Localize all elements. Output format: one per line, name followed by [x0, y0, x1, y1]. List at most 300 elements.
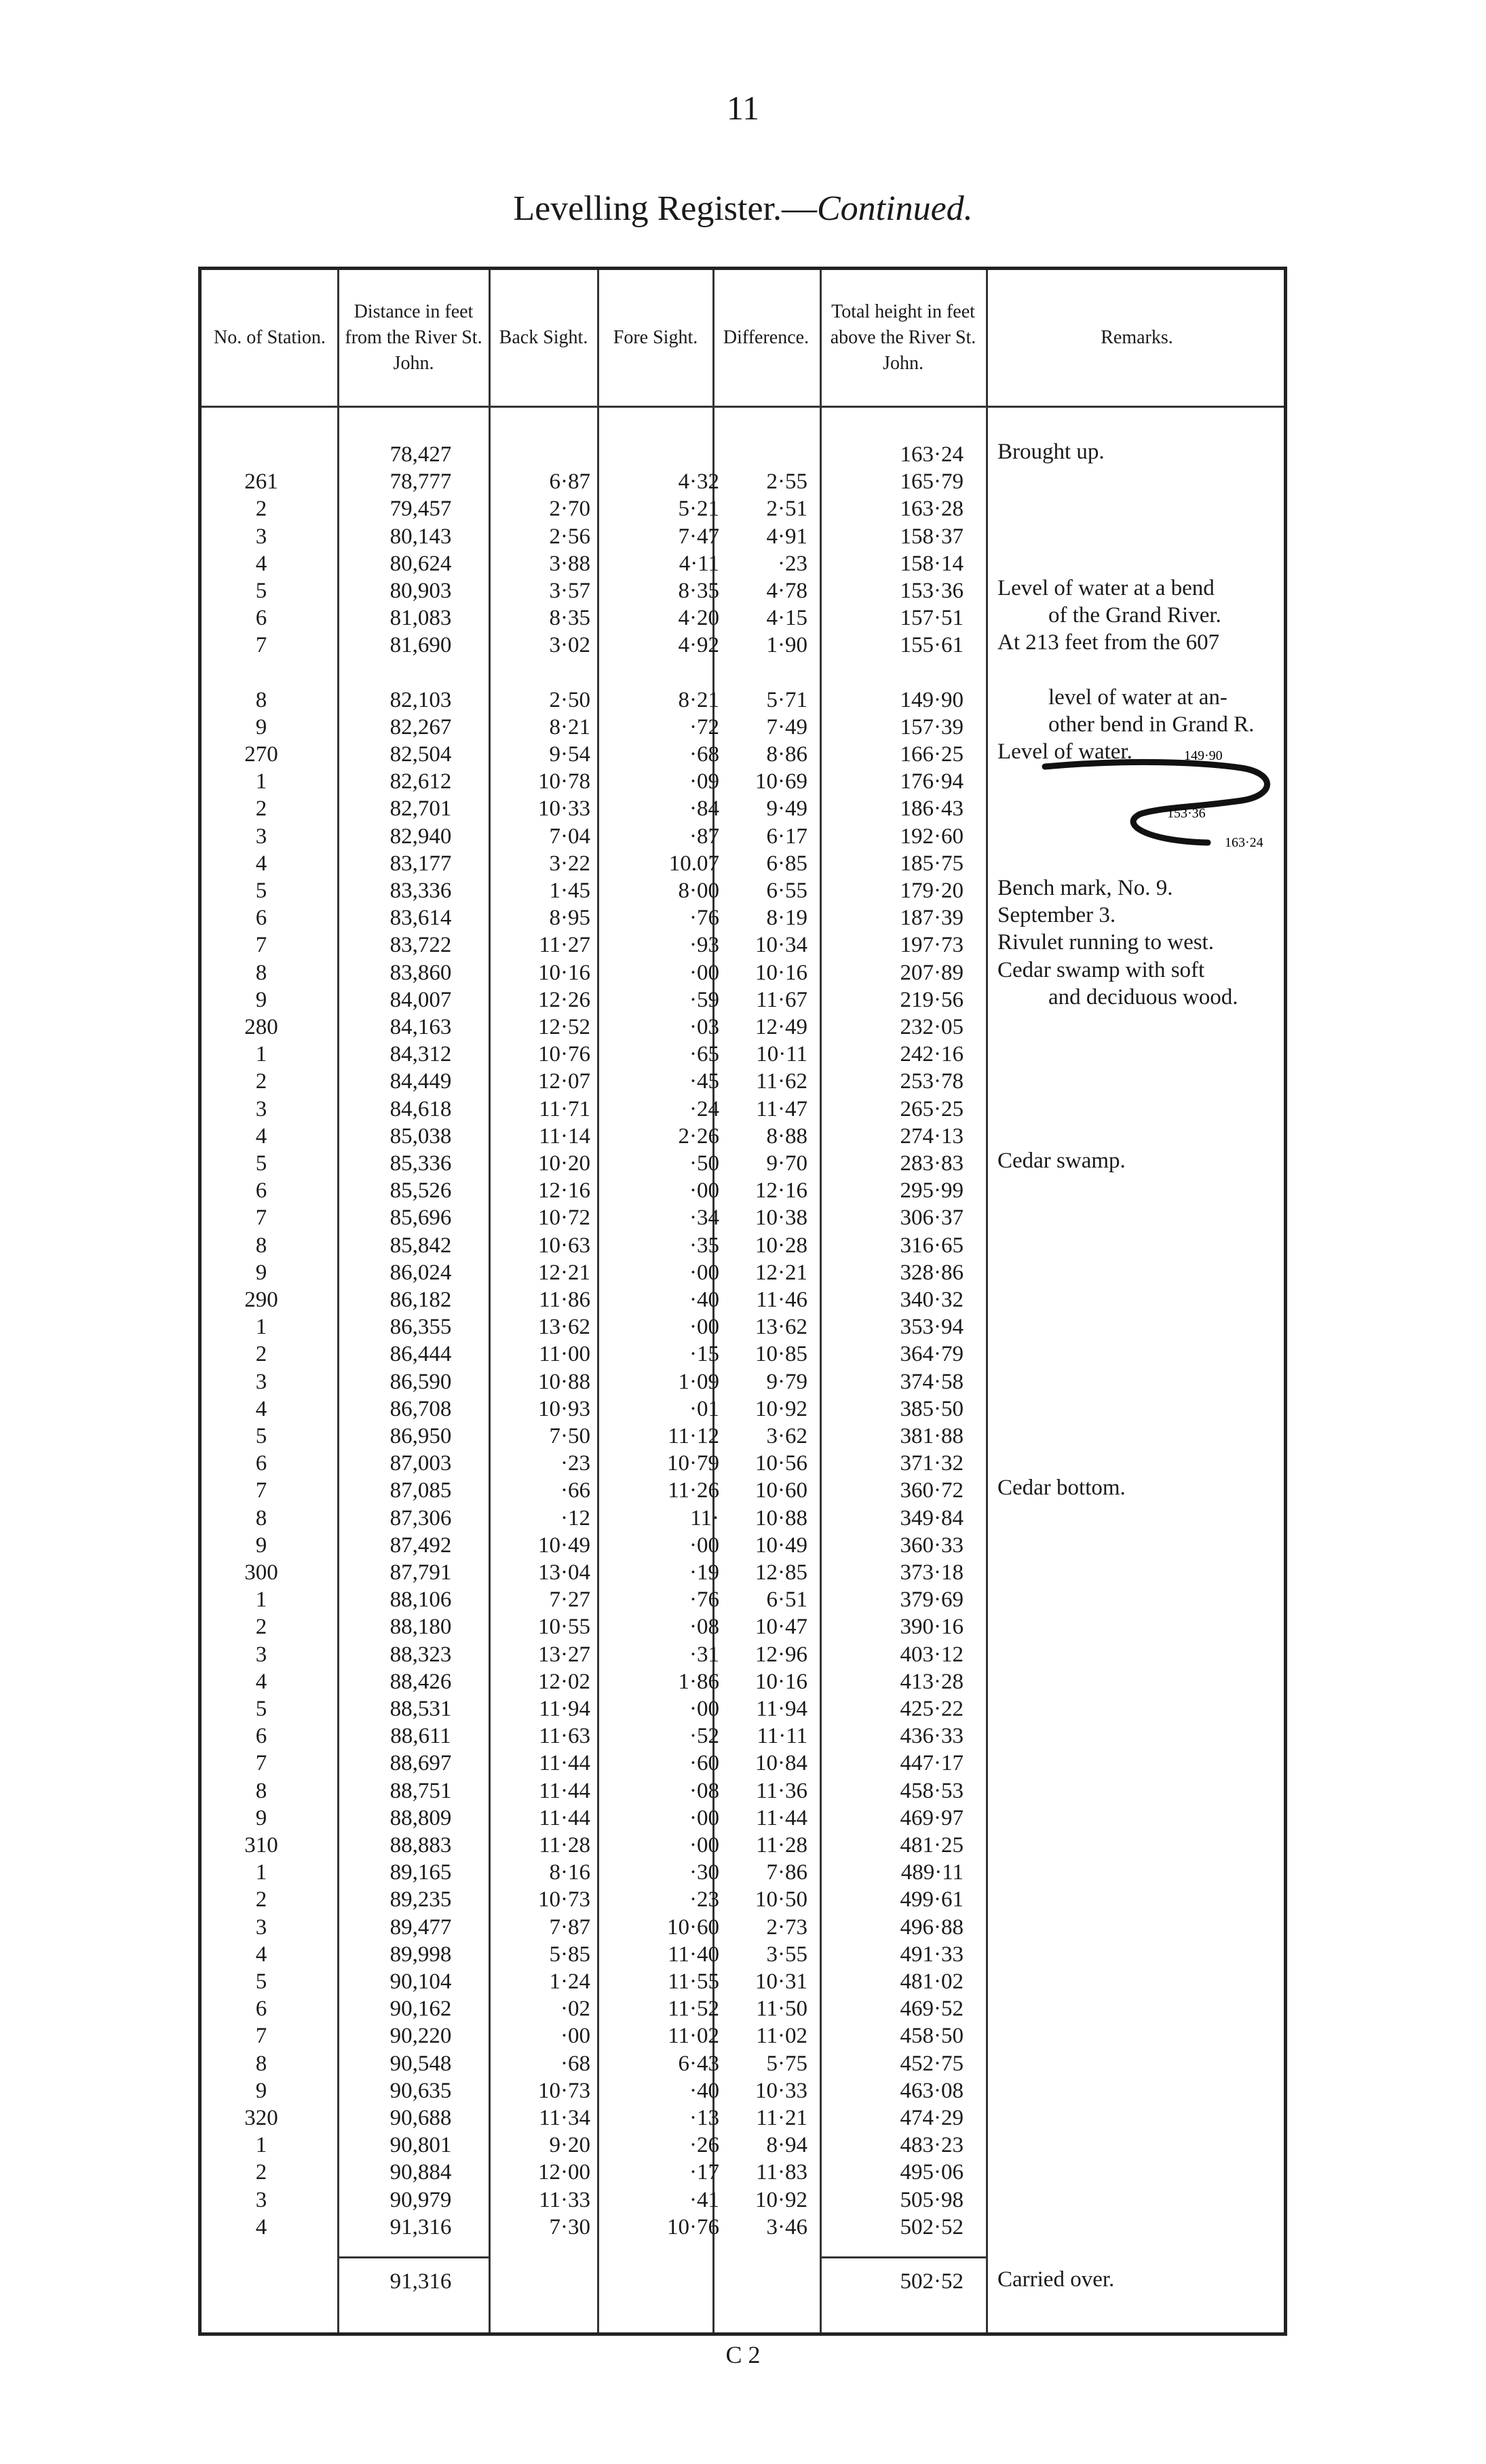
- row-dist: 88,426: [389, 1669, 452, 1694]
- row-diff: 12·85: [755, 1560, 807, 1585]
- row-total: 371·32: [900, 1451, 964, 1476]
- row-back: 9·20: [549, 2133, 590, 2158]
- row-diff: 10·11: [756, 1042, 807, 1067]
- row-dist: 84,618: [389, 1096, 452, 1121]
- sketch-label: 149·90: [1184, 748, 1223, 763]
- row-dist: 88,697: [389, 1751, 452, 1776]
- row-diff: 10·69: [755, 769, 807, 794]
- row-total: 306·37: [900, 1206, 964, 1231]
- row-back: 10·93: [538, 1396, 590, 1421]
- row-back: 11·00: [539, 1342, 590, 1367]
- row-total: 353·94: [900, 1315, 964, 1340]
- header-total: Total height in feet above the River St. John.: [830, 301, 976, 374]
- row-no: 4: [255, 551, 267, 576]
- row-dist: 87,085: [389, 1478, 452, 1503]
- row-fore: 8·21: [678, 687, 719, 712]
- row-back: 10·73: [538, 2078, 590, 2103]
- row-diff: 2·73: [766, 1914, 807, 1940]
- row-fore: ·40: [689, 1288, 719, 1312]
- row-fore: ·76: [689, 906, 719, 931]
- row-dist: 90,979: [389, 2187, 452, 2212]
- row-diff: 13·62: [755, 1315, 807, 1340]
- row-dist: 87,791: [389, 1560, 452, 1585]
- row-no: 5: [255, 1697, 267, 1721]
- row-diff: 8·86: [766, 742, 807, 767]
- row-fore: 8·00: [678, 879, 719, 903]
- row-total: 157·39: [900, 714, 964, 739]
- row-back: 5·85: [549, 1942, 590, 1967]
- row-no: 3: [255, 1914, 267, 1940]
- row-dist: 87,306: [389, 1505, 452, 1531]
- row-back: 3·57: [549, 579, 590, 603]
- row-total: 502·52: [900, 2214, 964, 2239]
- row-no: 270: [244, 742, 278, 767]
- row-dist: 88,106: [389, 1587, 452, 1613]
- sketch-label: 163·24: [1225, 835, 1263, 850]
- row-back: 8·35: [549, 606, 590, 631]
- row-dist: 83,614: [389, 906, 452, 931]
- row-fore: ·09: [689, 769, 719, 794]
- row-fore: 4·20: [678, 606, 719, 631]
- row-dist: 82,504: [389, 742, 452, 767]
- row-total: 491·33: [900, 1942, 964, 1967]
- row-fore: 4·92: [678, 633, 719, 658]
- row-dist: 88,883: [389, 1833, 452, 1857]
- row-diff: 6·51: [766, 1587, 807, 1613]
- title-continued: Continued.: [817, 189, 973, 228]
- row-diff: 11·46: [756, 1288, 807, 1312]
- row-back: ·12: [560, 1505, 590, 1531]
- row-total: 316·65: [900, 1233, 964, 1258]
- row-total: 381·88: [900, 1424, 964, 1448]
- row-diff: 11·47: [756, 1096, 807, 1121]
- row-back: 11·33: [539, 2187, 590, 2212]
- remark-text: Brought up.: [997, 440, 1105, 464]
- row-fore: ·03: [689, 1015, 719, 1039]
- row-diff: 10·28: [755, 1233, 807, 1258]
- row-fore: ·60: [689, 1751, 719, 1776]
- row-dist: 90,884: [389, 2160, 452, 2185]
- row-no: 320: [244, 2106, 278, 2130]
- page-title: [0, 189, 1486, 229]
- row-dist: 88,531: [389, 1697, 452, 1721]
- row-fore: ·00: [689, 1260, 719, 1285]
- row-diff: 4·15: [766, 606, 807, 631]
- row-diff: 6·55: [766, 879, 807, 903]
- row-diff: 11·62: [756, 1069, 807, 1094]
- total-rule: [337, 2256, 489, 2258]
- row-fore: 4·11: [679, 551, 719, 576]
- row-no: 7: [255, 1206, 267, 1231]
- row-dist: 90,104: [389, 1969, 452, 1994]
- row-back: 13·62: [538, 1315, 590, 1340]
- row-no: 6: [255, 1724, 267, 1749]
- row-fore: ·93: [689, 933, 719, 958]
- column-divider: [820, 270, 822, 2332]
- total-rule: [820, 2256, 986, 2258]
- row-dist: 83,860: [389, 960, 452, 985]
- remark-text: other bend in Grand R.: [1048, 712, 1255, 737]
- row-diff: 10·49: [755, 1533, 807, 1558]
- row-diff: 10·16: [755, 960, 807, 985]
- carried-over-remark: Carried over.: [997, 2267, 1115, 2292]
- row-dist: 85,336: [389, 1151, 452, 1176]
- row-diff: 11·02: [756, 2024, 807, 2049]
- row-dist: 88,751: [389, 1778, 452, 1803]
- column-divider: [597, 270, 599, 2332]
- row-back: 11·14: [539, 1123, 590, 1149]
- row-dist: 83,722: [389, 933, 452, 958]
- row-no: 4: [255, 851, 267, 876]
- row-no: 6: [255, 1997, 267, 2022]
- row-diff: 8·19: [766, 906, 807, 931]
- row-back: 3·02: [549, 633, 590, 658]
- row-back: 12·00: [538, 2160, 590, 2185]
- row-total: 379·69: [900, 1587, 964, 1613]
- row-back: 12·21: [538, 1260, 590, 1285]
- row-no: 3: [255, 524, 267, 549]
- row-no: 261: [244, 469, 278, 495]
- row-diff: 10·84: [755, 1751, 807, 1776]
- row-dist: 78,427: [389, 442, 452, 467]
- row-fore: 10·60: [667, 1914, 719, 1940]
- row-dist: 86,024: [389, 1260, 452, 1285]
- row-total: 179·20: [900, 879, 964, 903]
- row-no: 5: [255, 1424, 267, 1448]
- row-fore: ·13: [689, 2106, 719, 2130]
- row-dist: 86,355: [389, 1315, 452, 1340]
- row-back: 2·50: [549, 687, 590, 712]
- row-no: 6: [255, 1451, 267, 1476]
- row-total: 158·37: [900, 524, 964, 549]
- row-dist: 80,143: [389, 524, 452, 549]
- row-dist: 81,690: [389, 633, 452, 658]
- row-diff: 5·71: [766, 687, 807, 712]
- row-back: 10·49: [538, 1533, 590, 1558]
- row-back: 1·45: [549, 879, 590, 903]
- row-fore: ·50: [689, 1151, 719, 1176]
- remark-text: At 213 feet from the 607: [997, 630, 1220, 655]
- carried-total: 502·52: [900, 2269, 964, 2294]
- row-total: 185·75: [900, 851, 964, 876]
- row-back: 7·27: [549, 1587, 590, 1613]
- row-back: ·02: [560, 1997, 590, 2022]
- row-dist: 88,809: [389, 1805, 452, 1830]
- row-back: 12·07: [538, 1069, 590, 1094]
- row-diff: 8·94: [766, 2133, 807, 2158]
- sketch-label: 153·36: [1167, 806, 1206, 821]
- row-total: 385·50: [900, 1396, 964, 1421]
- row-back: 12·02: [538, 1669, 590, 1694]
- row-diff: 11·44: [756, 1805, 807, 1830]
- row-diff: 10·85: [755, 1342, 807, 1367]
- row-dist: 88,180: [389, 1615, 452, 1640]
- row-total: 469·97: [900, 1805, 964, 1830]
- row-fore: ·00: [689, 1315, 719, 1340]
- row-fore: ·24: [689, 1096, 719, 1121]
- row-fore: ·00: [689, 1533, 719, 1558]
- row-no: 6: [255, 906, 267, 931]
- row-no: 3: [255, 824, 267, 849]
- row-back: 10·55: [538, 1615, 590, 1640]
- row-back: 2·56: [549, 524, 590, 549]
- row-no: 7: [255, 933, 267, 958]
- row-total: 489·11: [900, 1860, 964, 1885]
- header-no: No. of Station.: [214, 327, 326, 348]
- row-back: 11·94: [539, 1697, 590, 1721]
- row-fore: ·00: [689, 1833, 719, 1857]
- row-fore: 7·47: [678, 524, 719, 549]
- row-dist: 86,182: [389, 1288, 452, 1312]
- row-diff: 7·86: [766, 1860, 807, 1885]
- row-diff: 4·78: [766, 579, 807, 603]
- row-diff: 10·92: [755, 1396, 807, 1421]
- title-main: Levelling Register.—: [513, 189, 817, 228]
- row-diff: 11·21: [756, 2106, 807, 2130]
- row-no: 3: [255, 1369, 267, 1394]
- row-total: 166·25: [900, 742, 964, 767]
- row-fore: 5·21: [678, 497, 719, 522]
- row-dist: 83,336: [389, 879, 452, 903]
- row-diff: 12·16: [755, 1178, 807, 1204]
- row-total: 483·23: [900, 2133, 964, 2158]
- row-total: 157·51: [900, 606, 964, 631]
- row-fore: ·26: [689, 2133, 719, 2158]
- row-back: 11·86: [539, 1288, 590, 1312]
- row-fore: ·00: [689, 1805, 719, 1830]
- row-dist: 87,492: [389, 1533, 452, 1558]
- row-total: 165·79: [900, 469, 964, 495]
- row-back: 10·16: [538, 960, 590, 985]
- row-fore: ·15: [689, 1342, 719, 1367]
- row-no: 7: [255, 2024, 267, 2049]
- row-dist: 78,777: [389, 469, 452, 495]
- row-back: 3·88: [549, 551, 590, 576]
- row-no: 2: [255, 1342, 267, 1367]
- page-number: 11: [726, 89, 760, 127]
- row-back: 11·28: [539, 1833, 590, 1857]
- row-back: 13·04: [538, 1560, 590, 1585]
- row-dist: 79,457: [389, 497, 452, 522]
- row-back: 12·52: [538, 1015, 590, 1039]
- row-back: 12·16: [538, 1178, 590, 1204]
- row-diff: 3·55: [766, 1942, 807, 1967]
- row-no: 5: [255, 579, 267, 603]
- row-diff: 10·31: [755, 1969, 807, 1994]
- row-back: 10·73: [538, 1887, 590, 1912]
- header-difference: Difference.: [723, 327, 809, 348]
- row-diff: 6·17: [766, 824, 807, 849]
- row-no: 9: [255, 1805, 267, 1830]
- row-fore: 11·: [690, 1505, 719, 1531]
- row-total: 495·06: [900, 2160, 964, 2185]
- row-fore: ·00: [689, 1697, 719, 1721]
- row-fore: ·31: [689, 1642, 719, 1667]
- row-dist: 86,444: [389, 1342, 452, 1367]
- row-diff: ·23: [778, 551, 807, 576]
- row-fore: ·76: [689, 1587, 719, 1613]
- row-back: 11·71: [539, 1096, 590, 1121]
- row-diff: 12·96: [755, 1642, 807, 1667]
- row-dist: 82,612: [389, 769, 452, 794]
- row-back: 10·72: [538, 1206, 590, 1231]
- row-fore: ·00: [689, 960, 719, 985]
- carried-distance: 91,316: [389, 2269, 452, 2294]
- row-no: 4: [255, 1942, 267, 1967]
- row-dist: 85,526: [389, 1178, 452, 1204]
- row-back: 2·70: [549, 497, 590, 522]
- row-diff: 10·92: [755, 2187, 807, 2212]
- row-no: 1: [255, 2133, 267, 2158]
- row-diff: 10·16: [755, 1669, 807, 1694]
- row-diff: 11·83: [756, 2160, 807, 2185]
- row-total: 283·83: [900, 1151, 964, 1176]
- row-back: 3·22: [549, 851, 590, 876]
- remark-text: September 3.: [997, 903, 1116, 928]
- row-no: 8: [255, 1505, 267, 1531]
- row-diff: 11·36: [756, 1778, 807, 1803]
- row-diff: 10·88: [755, 1505, 807, 1531]
- row-total: 242·16: [900, 1042, 964, 1067]
- row-back: 13·27: [538, 1642, 590, 1667]
- row-total: 374·58: [900, 1369, 964, 1394]
- row-back: 11·44: [539, 1751, 590, 1776]
- row-no: 1: [255, 1860, 267, 1885]
- row-dist: 90,801: [389, 2133, 452, 2158]
- row-back: 7·87: [549, 1914, 590, 1940]
- row-fore: ·01: [689, 1396, 719, 1421]
- row-total: 176·94: [900, 769, 964, 794]
- row-total: 481·02: [900, 1969, 964, 1994]
- row-dist: 85,842: [389, 1233, 452, 1258]
- row-no: 1: [255, 1315, 267, 1340]
- row-total: 153·36: [900, 579, 964, 603]
- row-diff: 10·47: [755, 1615, 807, 1640]
- row-no: 1: [255, 1042, 267, 1067]
- row-diff: 11·67: [756, 987, 807, 1012]
- row-dist: 90,688: [389, 2106, 452, 2130]
- row-dist: 86,950: [389, 1424, 452, 1448]
- row-no: 8: [255, 2051, 267, 2076]
- row-total: 265·25: [900, 1096, 964, 1121]
- row-fore: ·41: [689, 2187, 719, 2212]
- row-diff: 10·60: [755, 1478, 807, 1503]
- header-distance: Distance in feet from the River St. John.: [345, 301, 482, 374]
- row-no: 8: [255, 1233, 267, 1258]
- row-back: 8·21: [549, 714, 590, 739]
- row-total: 207·89: [900, 960, 964, 985]
- row-fore: 11·02: [668, 2024, 719, 2049]
- row-total: 187·39: [900, 906, 964, 931]
- row-total: 192·60: [900, 824, 964, 849]
- row-fore: 2·26: [678, 1123, 719, 1149]
- row-fore: ·34: [689, 1206, 719, 1231]
- row-fore: ·59: [689, 987, 719, 1012]
- row-diff: 11·94: [756, 1697, 807, 1721]
- row-total: 253·78: [900, 1069, 964, 1094]
- row-no: 290: [244, 1288, 278, 1312]
- row-dist: 86,708: [389, 1396, 452, 1421]
- row-total: 463·08: [900, 2078, 964, 2103]
- row-diff: 12·49: [755, 1015, 807, 1039]
- row-fore: ·23: [689, 1887, 719, 1912]
- row-total: 163·24: [900, 442, 964, 467]
- row-diff: 7·49: [766, 714, 807, 739]
- row-total: 149·90: [900, 687, 964, 712]
- row-diff: 10·50: [755, 1887, 807, 1912]
- row-back: ·23: [560, 1451, 590, 1476]
- row-no: 4: [255, 1669, 267, 1694]
- row-fore: 11·26: [668, 1478, 719, 1503]
- row-total: 274·13: [900, 1123, 964, 1149]
- row-fore: ·68: [689, 742, 719, 767]
- row-total: 295·99: [900, 1178, 964, 1204]
- row-diff: 10·33: [755, 2078, 807, 2103]
- row-no: 7: [255, 1751, 267, 1776]
- row-diff: 12·21: [755, 1260, 807, 1285]
- row-total: 373·18: [900, 1560, 964, 1585]
- row-diff: 11·28: [756, 1833, 807, 1857]
- row-diff: 1·90: [766, 633, 807, 658]
- row-fore: ·30: [689, 1860, 719, 1885]
- row-total: 163·28: [900, 497, 964, 522]
- row-dist: 83,177: [389, 851, 452, 876]
- row-no: 9: [255, 987, 267, 1012]
- row-fore: ·08: [689, 1778, 719, 1803]
- row-no: 3: [255, 2187, 267, 2212]
- row-total: 436·33: [900, 1724, 964, 1749]
- row-diff: 2·51: [766, 497, 807, 522]
- row-total: 496·88: [900, 1914, 964, 1940]
- header-remarks: Remarks.: [1101, 327, 1173, 348]
- remark-text: Bench mark, No. 9.: [997, 876, 1173, 900]
- remark-text: Rivulet running to west.: [997, 930, 1214, 955]
- row-total: 403·12: [900, 1642, 964, 1667]
- row-dist: 89,235: [389, 1887, 452, 1912]
- row-dist: 81,083: [389, 606, 452, 631]
- row-back: 10·78: [538, 769, 590, 794]
- row-fore: ·84: [689, 796, 719, 822]
- row-back: 10·76: [538, 1042, 590, 1067]
- row-back: 12·26: [538, 987, 590, 1012]
- row-diff: 9·79: [766, 1369, 807, 1394]
- row-fore: 1·86: [678, 1669, 719, 1694]
- row-back: 1·24: [549, 1969, 590, 1994]
- row-fore: ·52: [689, 1724, 719, 1749]
- row-total: 505·98: [900, 2187, 964, 2212]
- remark-text: Level of water.: [997, 739, 1132, 764]
- row-back: 11·27: [539, 933, 590, 958]
- row-fore: 8·35: [678, 579, 719, 603]
- row-fore: ·45: [689, 1069, 719, 1094]
- row-no: 1: [255, 769, 267, 794]
- row-dist: 86,590: [389, 1369, 452, 1394]
- row-diff: 9·70: [766, 1151, 807, 1176]
- header-rule: [202, 406, 1284, 408]
- row-no: 5: [255, 1969, 267, 1994]
- column-divider: [986, 270, 988, 2332]
- row-total: 447·17: [900, 1751, 964, 1776]
- row-no: 4: [255, 2214, 267, 2239]
- row-fore: 6·43: [678, 2051, 719, 2076]
- row-total: 232·05: [900, 1015, 964, 1039]
- row-no: 2: [255, 497, 267, 522]
- row-back: 10·20: [538, 1151, 590, 1176]
- row-diff: 4·91: [766, 524, 807, 549]
- row-fore: 10·76: [667, 2214, 719, 2239]
- row-back: ·68: [560, 2051, 590, 2076]
- row-back: 10·88: [538, 1369, 590, 1394]
